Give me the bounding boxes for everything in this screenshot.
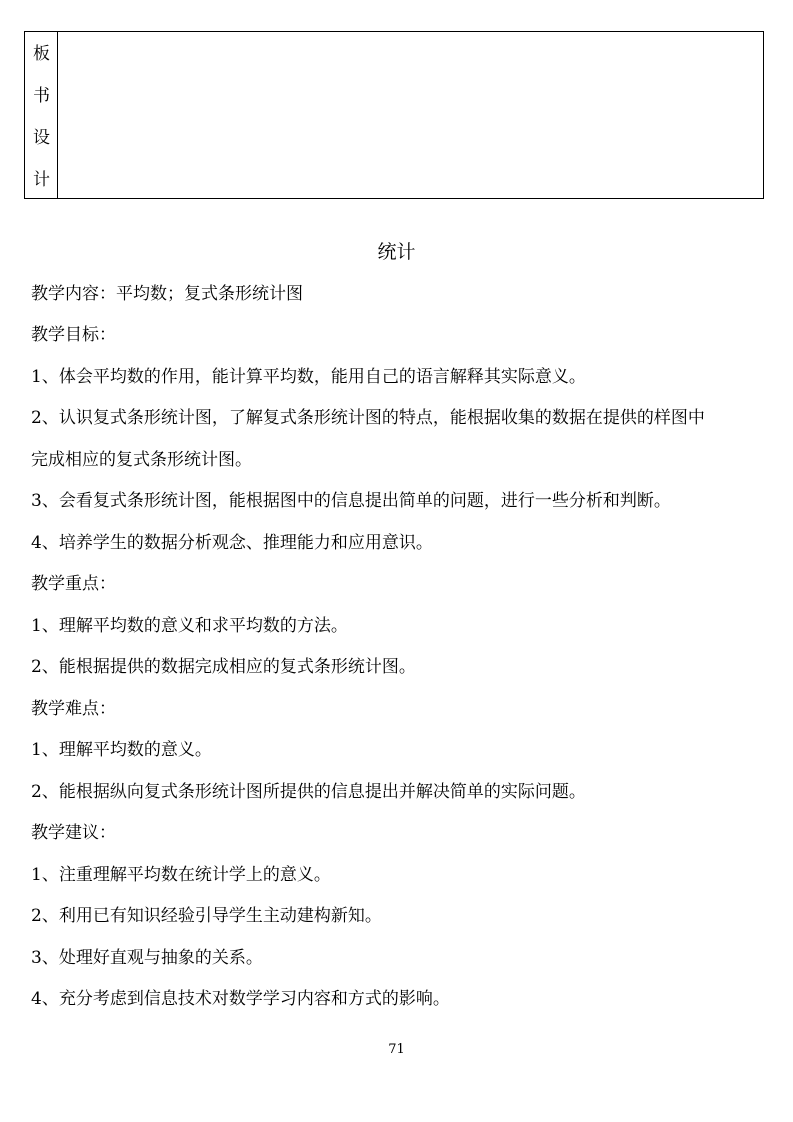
text-line: 教学目标：	[31, 325, 116, 345]
section-title: 统计	[377, 241, 416, 263]
text-line: 教学内容：平均数；复式条形统计图	[31, 284, 303, 304]
text-line: 4、充分考虑到信息技术对数学学习内容和方式的影响。	[31, 989, 450, 1009]
board-design-label-cell	[25, 32, 58, 198]
text-line: 2、认识复式条形统计图，了解复式条形统计图的特点，能根据收集的数据在提供的样图中	[31, 408, 705, 428]
board-label-char: 书	[33, 86, 50, 106]
board-label-char: 计	[33, 170, 50, 190]
text-line: 2、利用已有知识经验引导学生主动建构新知。	[31, 906, 382, 926]
board-label-char: 设	[33, 128, 50, 148]
text-line: 教学难点：	[31, 699, 116, 719]
text-line: 完成相应的复式条形统计图。	[31, 450, 252, 470]
board-design-table	[24, 31, 764, 199]
page-number: 71	[388, 1042, 405, 1057]
text-line: 3、处理好直观与抽象的关系。	[31, 948, 263, 968]
text-line: 1、理解平均数的意义。	[31, 740, 212, 760]
text-line: 1、体会平均数的作用，能计算平均数，能用自己的语言解释其实际意义。	[31, 367, 586, 387]
text-line: 1、理解平均数的意义和求平均数的方法。	[31, 616, 348, 636]
board-design-content-cell	[58, 32, 763, 198]
text-line: 2、能根据纵向复式条形统计图所提供的信息提出并解决简单的实际问题。	[31, 782, 586, 802]
text-line: 教学建议：	[31, 823, 116, 843]
text-line: 1、注重理解平均数在统计学上的意义。	[31, 865, 331, 885]
board-label-char: 板	[33, 44, 50, 64]
text-line: 4、培养学生的数据分析观念、推理能力和应用意识。	[31, 533, 433, 553]
text-line: 教学重点：	[31, 574, 116, 594]
text-line: 2、能根据提供的数据完成相应的复式条形统计图。	[31, 657, 416, 677]
text-line: 3、会看复式条形统计图，能根据图中的信息提出简单的问题，进行一些分析和判断。	[31, 491, 671, 511]
